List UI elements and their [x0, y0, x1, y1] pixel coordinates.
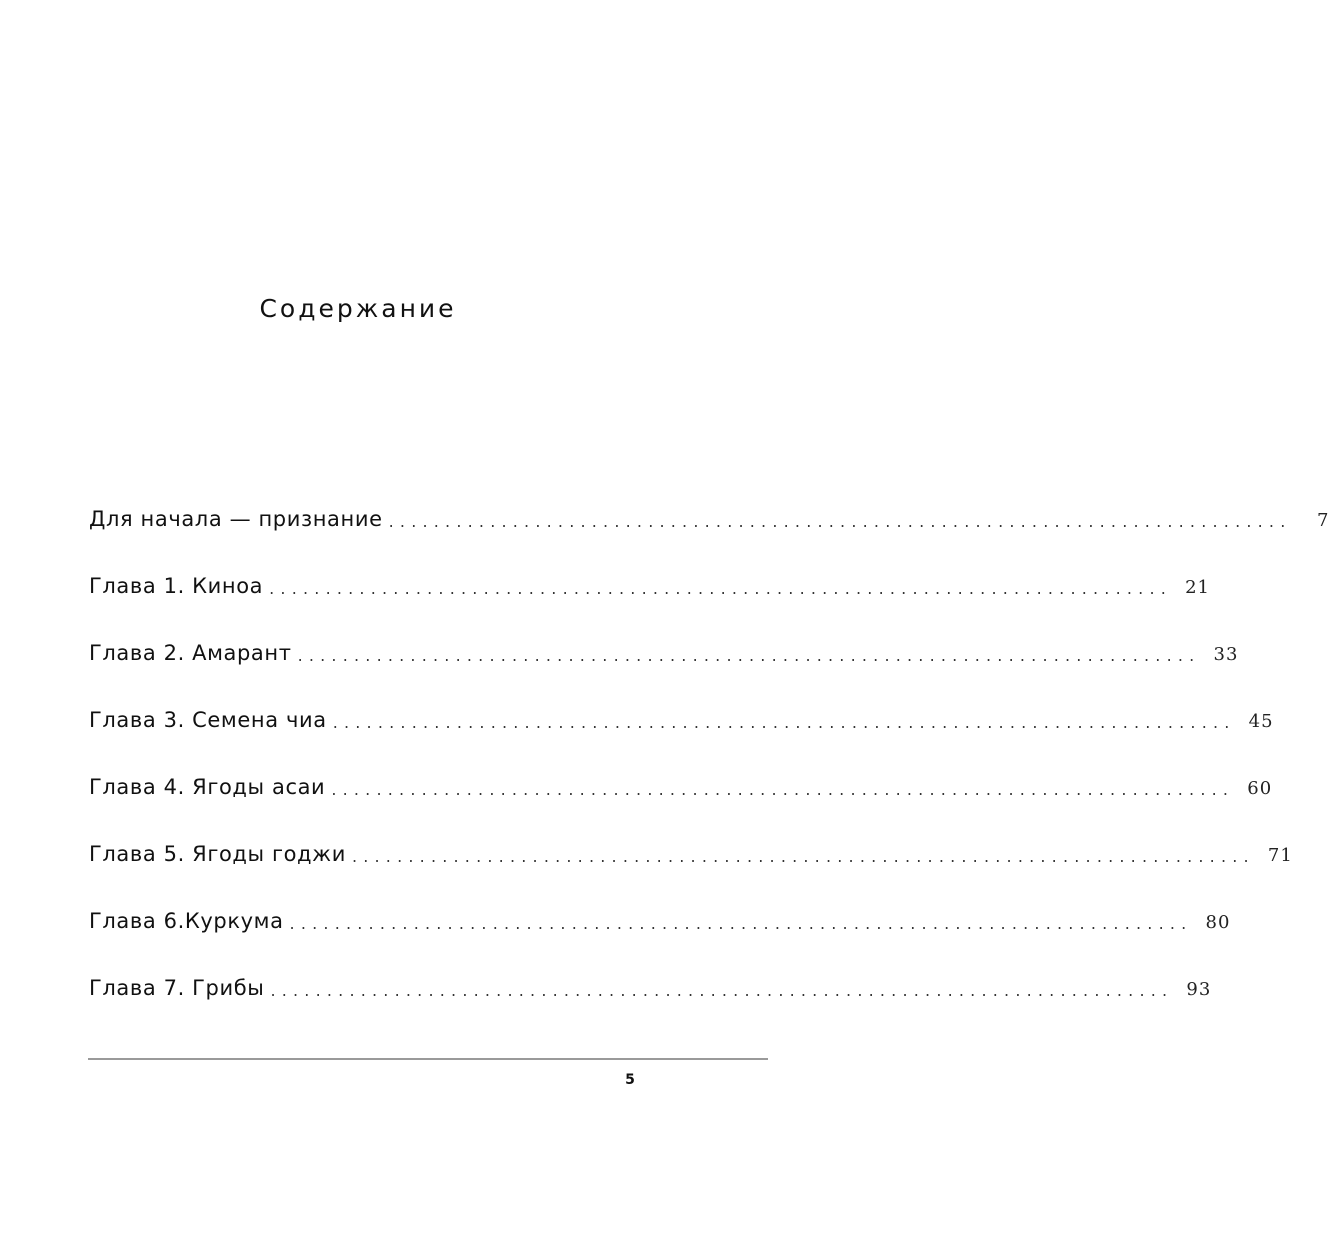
toc-entry-page-number: 33 — [1213, 644, 1239, 665]
toc-entry-page-number: 93 — [1186, 979, 1212, 1000]
toc-entry[interactable] — [89, 837, 1293, 904]
table-of-contents — [89, 502, 1330, 1038]
dot-leader: ................................................................................ — [269, 579, 1173, 598]
dot-leader: ................................................................................ — [289, 914, 1193, 933]
toc-entry-page-number: 80 — [1205, 912, 1231, 933]
dot-leader: ................................................................................ — [331, 780, 1235, 799]
toc-entry[interactable] — [89, 569, 1211, 636]
toc-entry-title: Глава 2. Амарант — [89, 641, 292, 665]
dot-leader: ................................................................................ — [351, 847, 1255, 866]
toc-entry[interactable] — [89, 904, 1231, 971]
toc-entry-title: Глава 6.Куркума — [89, 909, 284, 933]
toc-entry-page-number: 60 — [1247, 778, 1273, 799]
toc-entry[interactable] — [89, 770, 1273, 837]
dot-leader: ................................................................................ — [270, 981, 1174, 1000]
page-number: 5 — [625, 1072, 635, 1088]
dot-leader: ................................................................................ — [388, 512, 1292, 531]
toc-entry-page-number: 21 — [1185, 577, 1211, 598]
footer-divider — [88, 1058, 768, 1060]
toc-entry-title: Глава 5. Ягоды годжи — [89, 842, 346, 866]
page-title: Содержание — [259, 294, 457, 323]
toc-entry-page-number: 7 — [1317, 510, 1330, 531]
toc-entry[interactable] — [89, 971, 1212, 1038]
toc-entry-title: Глава 4. Ягоды асаи — [89, 775, 326, 799]
toc-entry[interactable] — [89, 636, 1239, 703]
toc-entry[interactable] — [89, 703, 1274, 770]
toc-entry-title: Глава 3. Семена чиа — [89, 708, 327, 732]
dot-leader: ................................................................................ — [332, 713, 1236, 732]
toc-entry-page-number: 45 — [1248, 711, 1274, 732]
toc-entry-title: Для начала — признание — [89, 507, 383, 531]
toc-entry-title: Глава 1. Киноа — [89, 574, 264, 598]
toc-entry[interactable] — [89, 502, 1330, 569]
toc-entry-page-number: 71 — [1267, 845, 1293, 866]
toc-entry-title: Глава 7. Грибы — [89, 976, 265, 1000]
dot-leader: ................................................................................ — [297, 646, 1201, 665]
